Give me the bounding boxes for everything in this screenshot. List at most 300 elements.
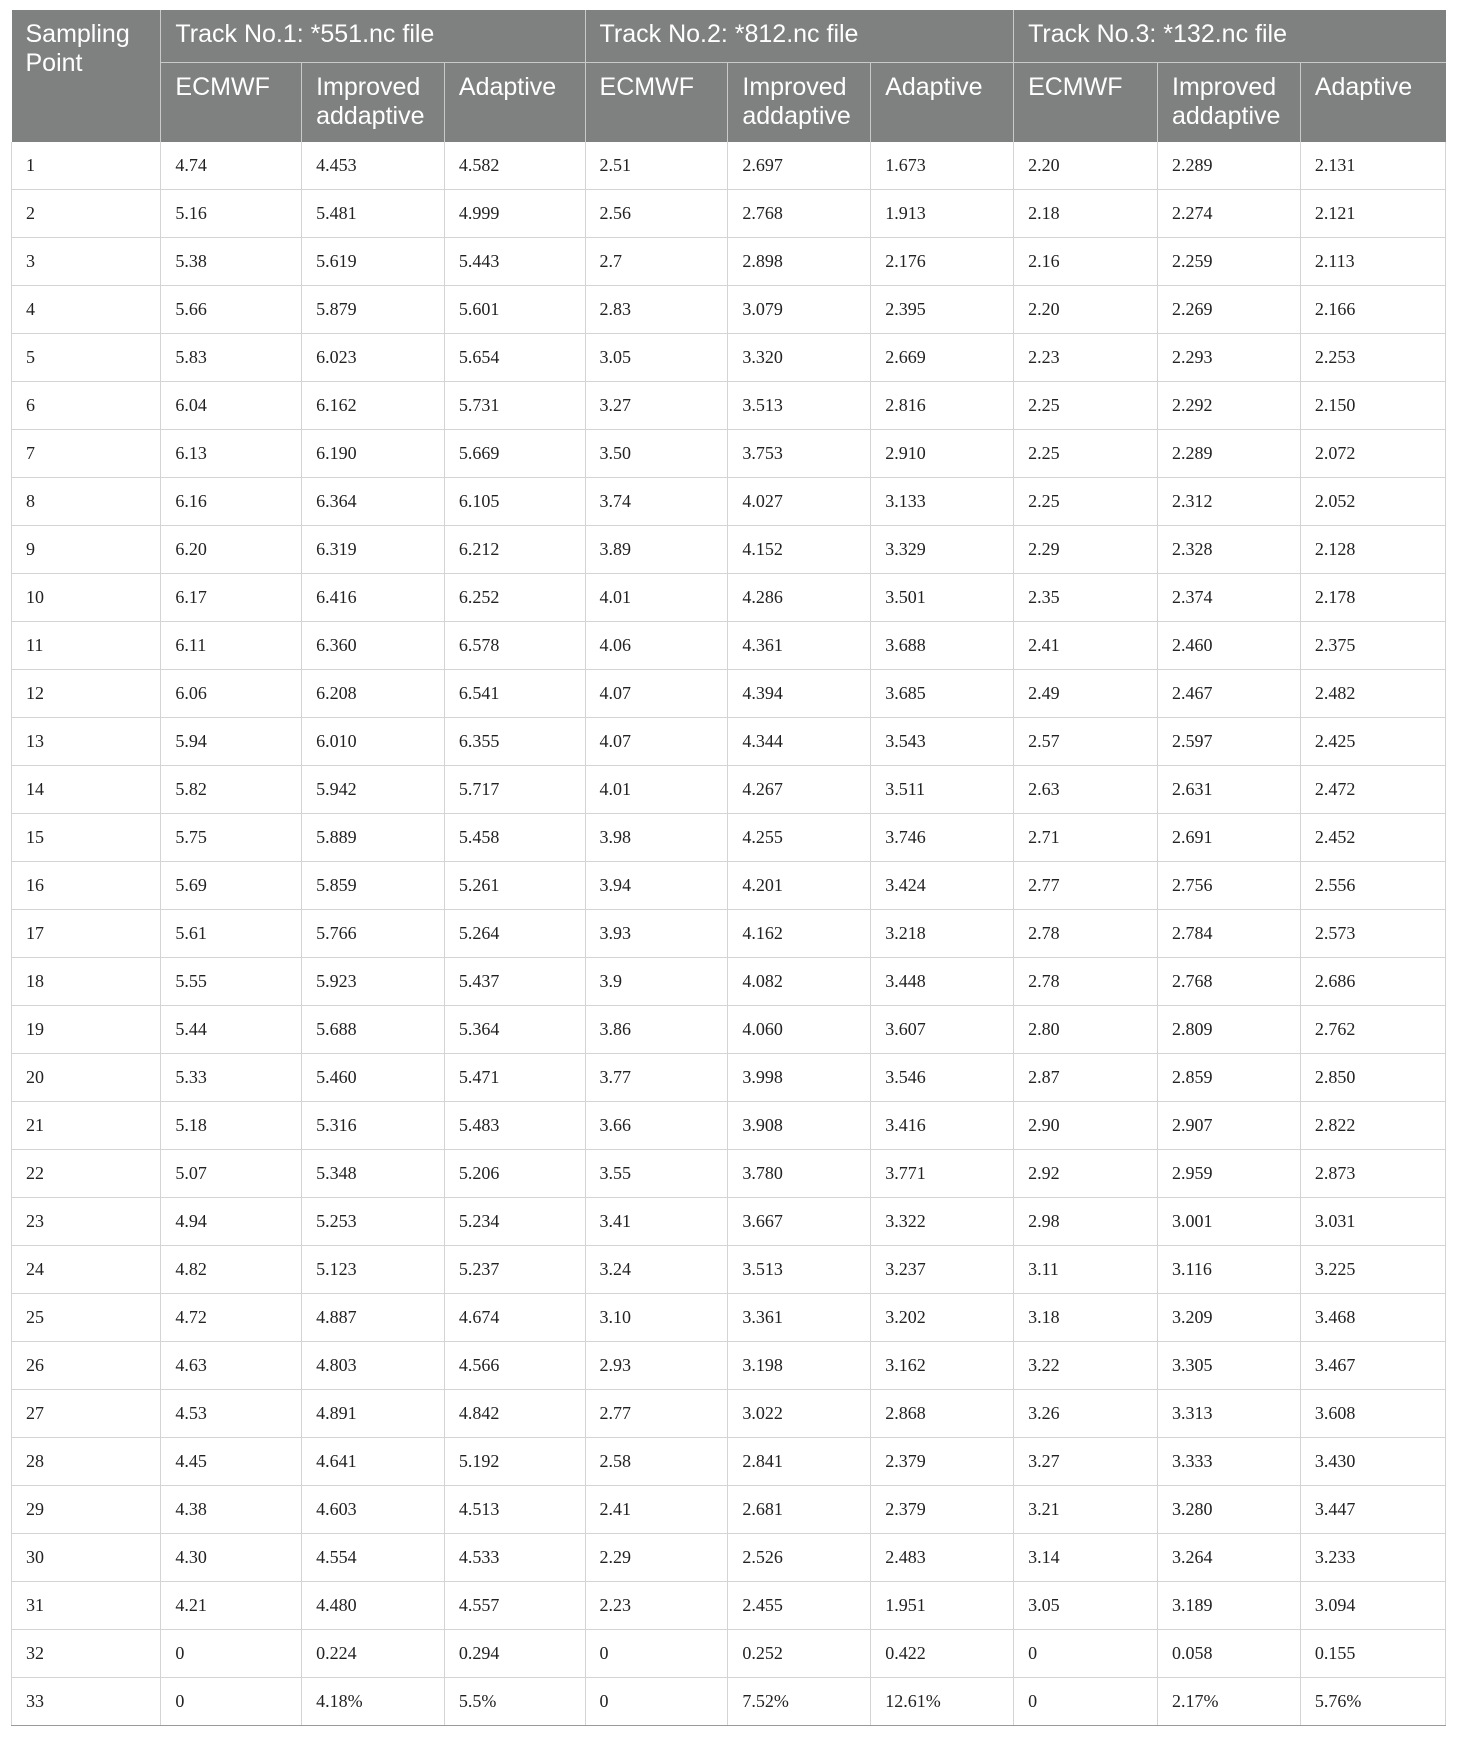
table-row xyxy=(12,574,1446,622)
header-row-methods xyxy=(12,63,1446,143)
table-row xyxy=(12,1054,1446,1102)
cell-t2-adaptive: 3.607 xyxy=(871,1006,1014,1054)
cell-t2-adaptive: 2.816 xyxy=(871,382,1014,430)
cell-t1-improved-addaptive: 4.891 xyxy=(302,1390,445,1438)
table-row xyxy=(12,1630,1446,1678)
cell-t3-ecmwf: 2.35 xyxy=(1014,574,1158,622)
cell-t2-adaptive: 3.416 xyxy=(871,1102,1014,1150)
cell-t2-adaptive: 2.379 xyxy=(871,1438,1014,1486)
cell-t2-ecmwf: 3.41 xyxy=(585,1198,728,1246)
cell-t1-adaptive: 4.566 xyxy=(444,1342,585,1390)
cell-t2-improved-addaptive: 4.344 xyxy=(728,718,871,766)
cell-t2-improved-addaptive: 4.361 xyxy=(728,622,871,670)
cell-t3-ecmwf: 2.29 xyxy=(1014,526,1158,574)
cell-sampling-point: 29 xyxy=(12,1486,161,1534)
cell-t2-adaptive: 3.771 xyxy=(871,1150,1014,1198)
cell-sampling-point: 17 xyxy=(12,910,161,958)
cell-t3-improved-addaptive: 3.305 xyxy=(1158,1342,1301,1390)
cell-t3-improved-addaptive: 2.809 xyxy=(1158,1006,1301,1054)
cell-t1-ecmwf: 5.61 xyxy=(161,910,302,958)
cell-t2-ecmwf: 4.06 xyxy=(585,622,728,670)
header-t3-ecmwf: ECMWF xyxy=(1014,63,1158,143)
cell-t1-ecmwf: 4.82 xyxy=(161,1246,302,1294)
table-row xyxy=(12,382,1446,430)
cell-t1-improved-addaptive: 5.348 xyxy=(302,1150,445,1198)
cell-t3-ecmwf: 2.78 xyxy=(1014,910,1158,958)
header-track-2: Track No.2: *812.nc file xyxy=(585,10,1014,63)
cell-t3-adaptive: 2.128 xyxy=(1300,526,1445,574)
cell-t3-adaptive: 2.762 xyxy=(1300,1006,1445,1054)
cell-t3-improved-addaptive: 3.189 xyxy=(1158,1582,1301,1630)
cell-sampling-point: 26 xyxy=(12,1342,161,1390)
cell-t2-improved-addaptive: 4.394 xyxy=(728,670,871,718)
cell-t3-improved-addaptive: 2.631 xyxy=(1158,766,1301,814)
cell-t3-ecmwf: 2.78 xyxy=(1014,958,1158,1006)
cell-t1-improved-addaptive: 5.766 xyxy=(302,910,445,958)
cell-t3-adaptive: 2.686 xyxy=(1300,958,1445,1006)
table-row xyxy=(12,1294,1446,1342)
cell-t1-adaptive: 4.842 xyxy=(444,1390,585,1438)
cell-t1-improved-addaptive: 4.803 xyxy=(302,1342,445,1390)
cell-t2-improved-addaptive: 4.201 xyxy=(728,862,871,910)
cell-t1-improved-addaptive: 6.010 xyxy=(302,718,445,766)
cell-t1-ecmwf: 5.66 xyxy=(161,286,302,334)
table-row xyxy=(12,1342,1446,1390)
cell-t1-adaptive: 4.582 xyxy=(444,142,585,190)
cell-t3-ecmwf: 2.87 xyxy=(1014,1054,1158,1102)
cell-t3-ecmwf: 2.25 xyxy=(1014,430,1158,478)
cell-t2-improved-addaptive: 3.908 xyxy=(728,1102,871,1150)
cell-t3-improved-addaptive: 2.859 xyxy=(1158,1054,1301,1102)
cell-t1-ecmwf: 0 xyxy=(161,1678,302,1726)
cell-t2-improved-addaptive: 0.252 xyxy=(728,1630,871,1678)
cell-t3-adaptive: 2.482 xyxy=(1300,670,1445,718)
cell-t1-adaptive: 6.105 xyxy=(444,478,585,526)
cell-t3-adaptive: 2.052 xyxy=(1300,478,1445,526)
cell-sampling-point: 31 xyxy=(12,1582,161,1630)
cell-t1-improved-addaptive: 6.208 xyxy=(302,670,445,718)
cell-t1-improved-addaptive: 0.224 xyxy=(302,1630,445,1678)
table-row xyxy=(12,862,1446,910)
cell-sampling-point: 2 xyxy=(12,190,161,238)
table-row xyxy=(12,1150,1446,1198)
cell-t1-ecmwf: 5.18 xyxy=(161,1102,302,1150)
cell-t1-ecmwf: 4.30 xyxy=(161,1534,302,1582)
cell-t2-adaptive: 3.322 xyxy=(871,1198,1014,1246)
cell-t2-ecmwf: 2.93 xyxy=(585,1342,728,1390)
cell-t3-ecmwf: 2.98 xyxy=(1014,1198,1158,1246)
cell-t2-adaptive: 0.422 xyxy=(871,1630,1014,1678)
cell-t2-adaptive: 3.237 xyxy=(871,1246,1014,1294)
cell-t3-improved-addaptive: 3.209 xyxy=(1158,1294,1301,1342)
cell-t1-improved-addaptive: 4.453 xyxy=(302,142,445,190)
cell-t2-adaptive: 3.511 xyxy=(871,766,1014,814)
cell-t2-improved-addaptive: 2.697 xyxy=(728,142,871,190)
cell-t2-improved-addaptive: 3.513 xyxy=(728,1246,871,1294)
cell-t1-improved-addaptive: 6.416 xyxy=(302,574,445,622)
cell-t1-adaptive: 0.294 xyxy=(444,1630,585,1678)
cell-t3-ecmwf: 3.21 xyxy=(1014,1486,1158,1534)
cell-t3-ecmwf: 3.22 xyxy=(1014,1342,1158,1390)
cell-t2-adaptive: 3.746 xyxy=(871,814,1014,862)
cell-t2-adaptive: 3.133 xyxy=(871,478,1014,526)
cell-t2-adaptive: 3.685 xyxy=(871,670,1014,718)
cell-t2-ecmwf: 3.77 xyxy=(585,1054,728,1102)
cell-t3-ecmwf: 3.18 xyxy=(1014,1294,1158,1342)
cell-t2-improved-addaptive: 2.681 xyxy=(728,1486,871,1534)
cell-t2-adaptive: 2.483 xyxy=(871,1534,1014,1582)
cell-t3-adaptive: 3.225 xyxy=(1300,1246,1445,1294)
table-row xyxy=(12,1102,1446,1150)
cell-t2-adaptive: 3.329 xyxy=(871,526,1014,574)
cell-sampling-point: 12 xyxy=(12,670,161,718)
cell-t1-improved-addaptive: 4.603 xyxy=(302,1486,445,1534)
cell-t1-ecmwf: 5.16 xyxy=(161,190,302,238)
cell-t2-ecmwf: 3.50 xyxy=(585,430,728,478)
cell-t2-adaptive: 1.673 xyxy=(871,142,1014,190)
cell-t1-improved-addaptive: 6.023 xyxy=(302,334,445,382)
table-row xyxy=(12,1534,1446,1582)
cell-t2-ecmwf: 3.55 xyxy=(585,1150,728,1198)
cell-t3-improved-addaptive: 3.116 xyxy=(1158,1246,1301,1294)
table-row xyxy=(12,718,1446,766)
cell-sampling-point: 11 xyxy=(12,622,161,670)
cell-t1-adaptive: 5.192 xyxy=(444,1438,585,1486)
cell-t2-ecmwf: 3.86 xyxy=(585,1006,728,1054)
cell-t1-adaptive: 4.557 xyxy=(444,1582,585,1630)
cell-t3-improved-addaptive: 3.313 xyxy=(1158,1390,1301,1438)
cell-t3-adaptive: 2.072 xyxy=(1300,430,1445,478)
cell-sampling-point: 27 xyxy=(12,1390,161,1438)
header-row-tracks xyxy=(12,10,1446,63)
cell-t3-improved-addaptive: 2.289 xyxy=(1158,430,1301,478)
cell-t2-ecmwf: 4.07 xyxy=(585,718,728,766)
header-t2-adaptive: Adaptive xyxy=(871,63,1014,143)
cell-t3-improved-addaptive: 2.467 xyxy=(1158,670,1301,718)
cell-t1-improved-addaptive: 4.480 xyxy=(302,1582,445,1630)
cell-sampling-point: 13 xyxy=(12,718,161,766)
cell-t1-ecmwf: 5.07 xyxy=(161,1150,302,1198)
cell-t2-adaptive: 1.951 xyxy=(871,1582,1014,1630)
cell-t1-ecmwf: 4.38 xyxy=(161,1486,302,1534)
table-row xyxy=(12,478,1446,526)
cell-t3-ecmwf: 3.14 xyxy=(1014,1534,1158,1582)
cell-t2-improved-addaptive: 4.162 xyxy=(728,910,871,958)
cell-t3-improved-addaptive: 2.691 xyxy=(1158,814,1301,862)
cell-t3-ecmwf: 2.23 xyxy=(1014,334,1158,382)
cell-t1-improved-addaptive: 6.319 xyxy=(302,526,445,574)
cell-t1-adaptive: 5.234 xyxy=(444,1198,585,1246)
cell-t3-adaptive: 2.573 xyxy=(1300,910,1445,958)
cell-t2-improved-addaptive: 2.898 xyxy=(728,238,871,286)
table-row xyxy=(12,814,1446,862)
cell-t1-ecmwf: 0 xyxy=(161,1630,302,1678)
cell-t2-ecmwf: 2.7 xyxy=(585,238,728,286)
cell-t1-ecmwf: 4.21 xyxy=(161,1582,302,1630)
cell-t3-ecmwf: 3.26 xyxy=(1014,1390,1158,1438)
table-row xyxy=(12,142,1446,190)
cell-t2-ecmwf: 3.89 xyxy=(585,526,728,574)
cell-t3-adaptive: 3.094 xyxy=(1300,1582,1445,1630)
cell-t2-ecmwf: 0 xyxy=(585,1630,728,1678)
cell-t2-ecmwf: 0 xyxy=(585,1678,728,1726)
cell-t3-adaptive: 2.375 xyxy=(1300,622,1445,670)
cell-t1-ecmwf: 5.75 xyxy=(161,814,302,862)
cell-t2-ecmwf: 2.51 xyxy=(585,142,728,190)
table-row xyxy=(12,766,1446,814)
table-body xyxy=(12,142,1446,1726)
cell-t1-adaptive: 5.731 xyxy=(444,382,585,430)
cell-t2-improved-addaptive: 4.082 xyxy=(728,958,871,1006)
cell-t2-adaptive: 2.669 xyxy=(871,334,1014,382)
table-row xyxy=(12,286,1446,334)
cell-t2-ecmwf: 3.94 xyxy=(585,862,728,910)
cell-t3-improved-addaptive: 0.058 xyxy=(1158,1630,1301,1678)
table-row xyxy=(12,190,1446,238)
cell-t1-improved-addaptive: 5.481 xyxy=(302,190,445,238)
table-row xyxy=(12,1582,1446,1630)
cell-t2-ecmwf: 3.10 xyxy=(585,1294,728,1342)
header-sampling-point: Sampling Point xyxy=(12,10,161,142)
cell-t1-ecmwf: 6.13 xyxy=(161,430,302,478)
cell-t2-improved-addaptive: 3.513 xyxy=(728,382,871,430)
cell-t1-adaptive: 4.513 xyxy=(444,1486,585,1534)
cell-t1-improved-addaptive: 5.923 xyxy=(302,958,445,1006)
cell-t2-adaptive: 12.61% xyxy=(871,1678,1014,1726)
cell-sampling-point: 1 xyxy=(12,142,161,190)
cell-t1-adaptive: 5.437 xyxy=(444,958,585,1006)
cell-t2-improved-addaptive: 2.768 xyxy=(728,190,871,238)
cell-t3-ecmwf: 2.71 xyxy=(1014,814,1158,862)
cell-t3-ecmwf: 3.27 xyxy=(1014,1438,1158,1486)
cell-t3-improved-addaptive: 2.460 xyxy=(1158,622,1301,670)
cell-t2-improved-addaptive: 2.841 xyxy=(728,1438,871,1486)
cell-t1-improved-addaptive: 4.18% xyxy=(302,1678,445,1726)
cell-t3-adaptive: 2.113 xyxy=(1300,238,1445,286)
cell-t2-ecmwf: 4.07 xyxy=(585,670,728,718)
cell-t2-improved-addaptive: 4.060 xyxy=(728,1006,871,1054)
table-row xyxy=(12,1246,1446,1294)
cell-t3-adaptive: 2.452 xyxy=(1300,814,1445,862)
cell-t1-ecmwf: 5.83 xyxy=(161,334,302,382)
cell-t3-ecmwf: 2.20 xyxy=(1014,286,1158,334)
cell-t3-adaptive: 2.166 xyxy=(1300,286,1445,334)
header-t1-improved-addaptive: Improved addaptive xyxy=(302,63,445,143)
cell-t2-ecmwf: 2.58 xyxy=(585,1438,728,1486)
cell-t2-adaptive: 3.501 xyxy=(871,574,1014,622)
cell-t3-ecmwf: 2.20 xyxy=(1014,142,1158,190)
cell-t1-adaptive: 6.578 xyxy=(444,622,585,670)
cell-t2-adaptive: 3.543 xyxy=(871,718,1014,766)
cell-t3-adaptive: 2.178 xyxy=(1300,574,1445,622)
cell-t3-ecmwf: 2.25 xyxy=(1014,382,1158,430)
cell-t3-improved-addaptive: 3.264 xyxy=(1158,1534,1301,1582)
cell-t2-adaptive: 2.910 xyxy=(871,430,1014,478)
cell-t2-adaptive: 2.395 xyxy=(871,286,1014,334)
cell-t1-ecmwf: 6.11 xyxy=(161,622,302,670)
cell-t3-improved-addaptive: 2.907 xyxy=(1158,1102,1301,1150)
cell-t2-improved-addaptive: 7.52% xyxy=(728,1678,871,1726)
header-track-3: Track No.3: *132.nc file xyxy=(1014,10,1446,63)
cell-sampling-point: 28 xyxy=(12,1438,161,1486)
cell-t1-improved-addaptive: 5.688 xyxy=(302,1006,445,1054)
cell-t1-ecmwf: 6.17 xyxy=(161,574,302,622)
cell-sampling-point: 5 xyxy=(12,334,161,382)
cell-t1-adaptive: 5.717 xyxy=(444,766,585,814)
cell-sampling-point: 14 xyxy=(12,766,161,814)
cell-t2-ecmwf: 3.27 xyxy=(585,382,728,430)
table-row xyxy=(12,238,1446,286)
header-t2-improved-addaptive: Improved addaptive xyxy=(728,63,871,143)
cell-t1-adaptive: 5.654 xyxy=(444,334,585,382)
cell-t1-ecmwf: 5.33 xyxy=(161,1054,302,1102)
cell-sampling-point: 23 xyxy=(12,1198,161,1246)
cell-t2-improved-addaptive: 3.198 xyxy=(728,1342,871,1390)
cell-t1-improved-addaptive: 4.641 xyxy=(302,1438,445,1486)
cell-t3-adaptive: 3.031 xyxy=(1300,1198,1445,1246)
cell-t1-improved-addaptive: 5.619 xyxy=(302,238,445,286)
cell-t3-improved-addaptive: 2.269 xyxy=(1158,286,1301,334)
cell-t2-improved-addaptive: 3.753 xyxy=(728,430,871,478)
cell-t2-improved-addaptive: 3.998 xyxy=(728,1054,871,1102)
cell-t1-adaptive: 6.212 xyxy=(444,526,585,574)
cell-t3-adaptive: 2.472 xyxy=(1300,766,1445,814)
header-t3-improved-addaptive: Improved addaptive xyxy=(1158,63,1301,143)
cell-t1-ecmwf: 6.20 xyxy=(161,526,302,574)
cell-t2-adaptive: 3.202 xyxy=(871,1294,1014,1342)
cell-t1-adaptive: 5.261 xyxy=(444,862,585,910)
cell-t1-adaptive: 5.364 xyxy=(444,1006,585,1054)
cell-t2-ecmwf: 2.83 xyxy=(585,286,728,334)
cell-t3-adaptive: 2.131 xyxy=(1300,142,1445,190)
cell-t3-adaptive: 2.850 xyxy=(1300,1054,1445,1102)
cell-t3-improved-addaptive: 2.756 xyxy=(1158,862,1301,910)
cell-t3-ecmwf: 3.11 xyxy=(1014,1246,1158,1294)
cell-t3-adaptive: 2.556 xyxy=(1300,862,1445,910)
cell-t3-improved-addaptive: 3.280 xyxy=(1158,1486,1301,1534)
cell-t3-improved-addaptive: 2.312 xyxy=(1158,478,1301,526)
cell-t1-improved-addaptive: 6.162 xyxy=(302,382,445,430)
cell-t1-adaptive: 5.471 xyxy=(444,1054,585,1102)
cell-t3-ecmwf: 2.49 xyxy=(1014,670,1158,718)
cell-t1-improved-addaptive: 6.190 xyxy=(302,430,445,478)
cell-t1-adaptive: 6.541 xyxy=(444,670,585,718)
table-row xyxy=(12,1006,1446,1054)
cell-t3-improved-addaptive: 2.293 xyxy=(1158,334,1301,382)
cell-t3-improved-addaptive: 2.959 xyxy=(1158,1150,1301,1198)
table-row xyxy=(12,1390,1446,1438)
cell-t3-adaptive: 2.873 xyxy=(1300,1150,1445,1198)
cell-t2-improved-addaptive: 2.526 xyxy=(728,1534,871,1582)
cell-t3-ecmwf: 2.41 xyxy=(1014,622,1158,670)
cell-sampling-point: 18 xyxy=(12,958,161,1006)
cell-sampling-point: 19 xyxy=(12,1006,161,1054)
cell-t3-improved-addaptive: 2.597 xyxy=(1158,718,1301,766)
cell-t1-adaptive: 5.206 xyxy=(444,1150,585,1198)
table-row xyxy=(12,334,1446,382)
cell-t1-ecmwf: 5.94 xyxy=(161,718,302,766)
cell-t3-adaptive: 2.150 xyxy=(1300,382,1445,430)
cell-sampling-point: 21 xyxy=(12,1102,161,1150)
cell-t2-ecmwf: 2.23 xyxy=(585,1582,728,1630)
cell-t1-ecmwf: 4.63 xyxy=(161,1342,302,1390)
cell-sampling-point: 22 xyxy=(12,1150,161,1198)
cell-t2-improved-addaptive: 3.320 xyxy=(728,334,871,382)
cell-t2-adaptive: 3.218 xyxy=(871,910,1014,958)
cell-t1-ecmwf: 5.69 xyxy=(161,862,302,910)
cell-t2-improved-addaptive: 3.022 xyxy=(728,1390,871,1438)
cell-t1-ecmwf: 4.74 xyxy=(161,142,302,190)
cell-t3-improved-addaptive: 2.292 xyxy=(1158,382,1301,430)
cell-t1-adaptive: 6.355 xyxy=(444,718,585,766)
table-header xyxy=(12,10,1446,142)
cell-t1-improved-addaptive: 6.364 xyxy=(302,478,445,526)
cell-t2-adaptive: 1.913 xyxy=(871,190,1014,238)
cell-sampling-point: 8 xyxy=(12,478,161,526)
cell-t3-improved-addaptive: 2.328 xyxy=(1158,526,1301,574)
cell-t3-improved-addaptive: 2.259 xyxy=(1158,238,1301,286)
cell-t1-improved-addaptive: 6.360 xyxy=(302,622,445,670)
cell-sampling-point: 3 xyxy=(12,238,161,286)
cell-t2-ecmwf: 3.9 xyxy=(585,958,728,1006)
cell-t2-ecmwf: 3.05 xyxy=(585,334,728,382)
cell-t3-adaptive: 5.76% xyxy=(1300,1678,1445,1726)
cell-sampling-point: 16 xyxy=(12,862,161,910)
table-row xyxy=(12,526,1446,574)
cell-t1-ecmwf: 5.38 xyxy=(161,238,302,286)
cell-t2-ecmwf: 2.41 xyxy=(585,1486,728,1534)
cell-t3-ecmwf: 3.05 xyxy=(1014,1582,1158,1630)
table-row xyxy=(12,910,1446,958)
cell-t1-improved-addaptive: 5.889 xyxy=(302,814,445,862)
cell-t1-adaptive: 5.601 xyxy=(444,286,585,334)
cell-t3-adaptive: 0.155 xyxy=(1300,1630,1445,1678)
data-table-container xyxy=(11,10,1446,1726)
table-row xyxy=(12,670,1446,718)
cell-sampling-point: 6 xyxy=(12,382,161,430)
cell-t1-adaptive: 5.458 xyxy=(444,814,585,862)
cell-t1-improved-addaptive: 5.942 xyxy=(302,766,445,814)
cell-t1-ecmwf: 4.45 xyxy=(161,1438,302,1486)
cell-t2-ecmwf: 2.77 xyxy=(585,1390,728,1438)
cell-t3-ecmwf: 2.92 xyxy=(1014,1150,1158,1198)
cell-t2-improved-addaptive: 3.667 xyxy=(728,1198,871,1246)
cell-t3-ecmwf: 0 xyxy=(1014,1678,1158,1726)
cell-t1-adaptive: 5.5% xyxy=(444,1678,585,1726)
cell-t1-improved-addaptive: 5.460 xyxy=(302,1054,445,1102)
cell-t3-adaptive: 3.233 xyxy=(1300,1534,1445,1582)
cell-t2-ecmwf: 2.29 xyxy=(585,1534,728,1582)
cell-t3-improved-addaptive: 2.274 xyxy=(1158,190,1301,238)
cell-t1-improved-addaptive: 5.316 xyxy=(302,1102,445,1150)
cell-t1-adaptive: 5.669 xyxy=(444,430,585,478)
table-row xyxy=(12,1678,1446,1726)
header-t3-adaptive: Adaptive xyxy=(1300,63,1445,143)
cell-t3-improved-addaptive: 3.001 xyxy=(1158,1198,1301,1246)
header-t2-ecmwf: ECMWF xyxy=(585,63,728,143)
header-t1-ecmwf: ECMWF xyxy=(161,63,302,143)
cell-t1-ecmwf: 4.72 xyxy=(161,1294,302,1342)
cell-t3-adaptive: 3.467 xyxy=(1300,1342,1445,1390)
cell-sampling-point: 9 xyxy=(12,526,161,574)
header-track-1: Track No.1: *551.nc file xyxy=(161,10,585,63)
cell-t3-ecmwf: 2.90 xyxy=(1014,1102,1158,1150)
cell-t3-adaptive: 3.447 xyxy=(1300,1486,1445,1534)
cell-sampling-point: 25 xyxy=(12,1294,161,1342)
cell-t3-adaptive: 3.430 xyxy=(1300,1438,1445,1486)
cell-t2-ecmwf: 2.56 xyxy=(585,190,728,238)
cell-t3-ecmwf: 2.63 xyxy=(1014,766,1158,814)
